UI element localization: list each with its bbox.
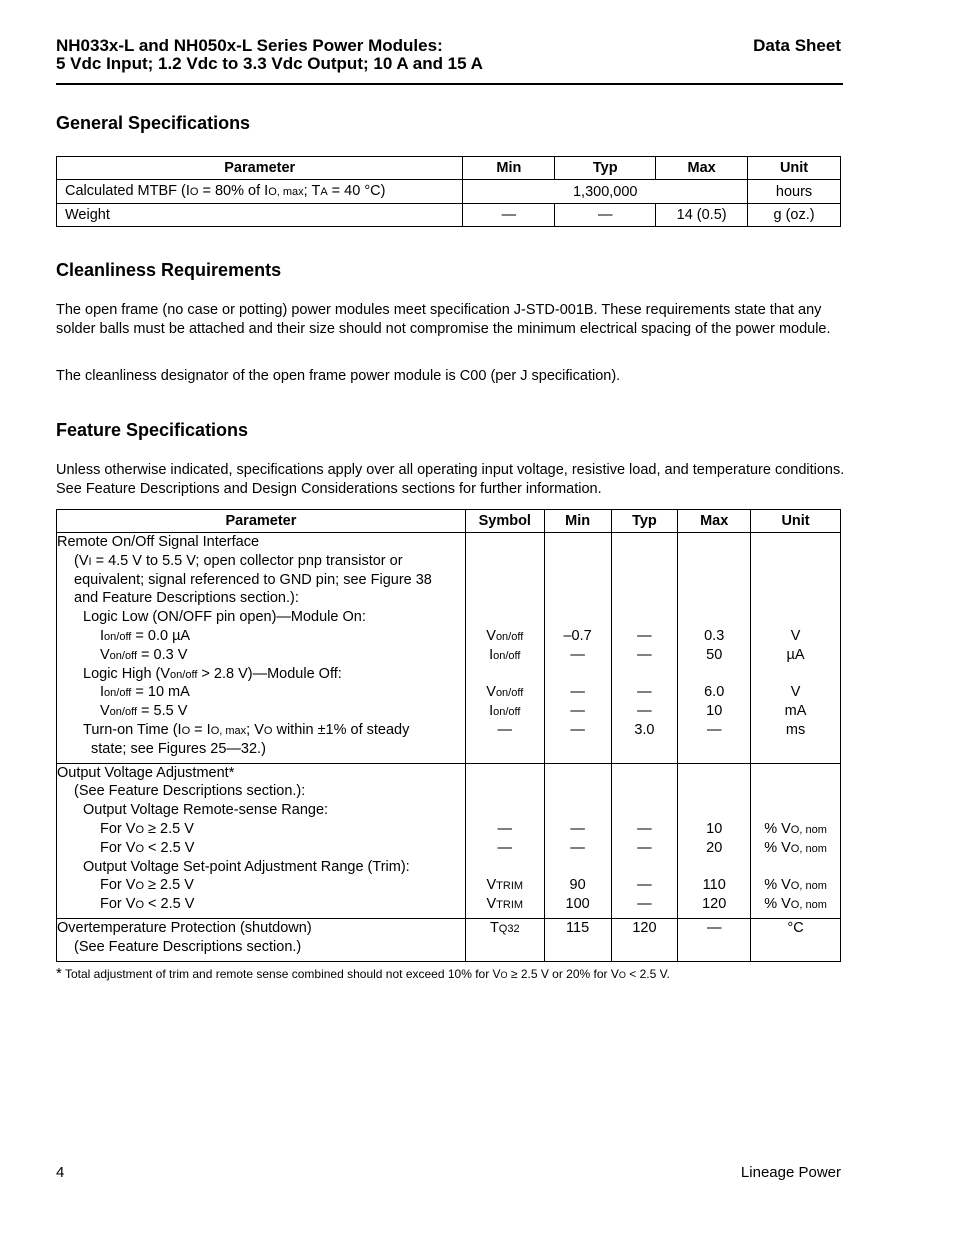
mtbf-unit: hours [748, 180, 841, 204]
table-footnote: * Total adjustment of trim and remote sense combined should not exceed 10% for VO ≥ 2.5 V or 20% for VO < 2.5 V. [56, 965, 670, 982]
otp-typ: 120 [611, 918, 678, 961]
cleanliness-heading: Cleanliness Requirements [56, 260, 282, 280]
ova-typ: — — — — [611, 763, 678, 918]
cleanliness-paragraph-1: The open frame (no case or potting) power modules meet specification J-STD-001B. These requirements state that any solder balls must be attached and their size should not compromise the minimum electrical spacing of the power module. [56, 302, 831, 337]
col-symbol: Symbol [465, 510, 544, 533]
weight-parameter: Weight [57, 204, 463, 227]
general-specs-heading: General Specifications [56, 113, 251, 133]
doc-type-label: Data Sheet [753, 36, 841, 55]
table-row [57, 180, 841, 204]
col-parameter: Parameter [57, 510, 466, 533]
page-number: 4 [56, 1164, 65, 1181]
table-header-row [57, 157, 841, 180]
col-parameter: Parameter [57, 157, 463, 180]
col-max: Max [678, 510, 751, 533]
ova-unit: % VO, nom % VO, nom % VO, nom % VO, nom [751, 763, 841, 918]
weight-min: — [463, 204, 555, 227]
document-title [56, 37, 483, 73]
ova-symbol: — — VTRIM VTRIM [465, 763, 544, 918]
ova-min: — — 90 100 [544, 763, 611, 918]
feature-intro: Unless otherwise indicated, specifications apply over all operating input voltage, resistive load, and temperature conditions. See Feature Descriptions and Design Considerations sections for further information. [56, 462, 845, 497]
otp-unit: °C [751, 918, 841, 961]
col-unit: Unit [748, 157, 841, 180]
weight-typ: — [555, 204, 656, 227]
weight-unit: g (oz.) [748, 204, 841, 227]
otp-parameter: Overtemperature Protection (shutdown) (See Feature Descriptions section.) [57, 918, 466, 961]
header-rule [56, 83, 843, 85]
title-line-2: 5 Vdc Input; 1.2 Vdc to 3.3 Vdc Output; 10 A and 15 A [56, 54, 483, 73]
remote-onoff-parameter: Remote On/Off Signal Interface (VI = 4.5 V to 5.5 V; open collector pnp transistor or equivalent; signal referenced to GND pin; see Figure 38 and Feature Descriptions section.): Logic Low (ON/OFF pin open)—Module On: Ion/off = 0.0 µA Von/off = 0.3 V Logic High (Von/off > 2.8 V)—Module Off: Ion/off = 10 mA Von/off = 5.5 V Turn-on Time (IO = IO, max; VO within ±1% of steady state; see Figures 25—32.) [57, 533, 466, 764]
table-row [57, 763, 841, 918]
ova-parameter: Output Voltage Adjustment* (See Feature Descriptions section.): Output Voltage Remote-sense Range: For VO ≥ 2.5 V For VO < 2.5 V Output Voltage Set-point Adjustment Range (Trim): For VO ≥ 2.5 V For VO < 2.5 V [57, 763, 466, 918]
remote-onoff-typ: — — — — 3.0 [611, 533, 678, 764]
table-row [57, 204, 841, 227]
table-row [57, 533, 841, 764]
company-name: Lineage Power [740, 1164, 841, 1181]
col-min: Min [463, 157, 555, 180]
table-row [57, 918, 841, 961]
general-specs-table [56, 156, 841, 227]
col-unit: Unit [751, 510, 841, 533]
mtbf-typ: 1,300,000 [463, 180, 748, 204]
remote-onoff-min: –0.7 — — — — [544, 533, 611, 764]
remote-onoff-symbol: Von/off Ion/off Von/off Ion/off — [465, 533, 544, 764]
otp-max: — [678, 918, 751, 961]
cleanliness-paragraph-2: The cleanliness designator of the open frame power module is C00 (per J specification). [56, 368, 621, 384]
ova-max: 10 20 110 120 [678, 763, 751, 918]
mtbf-parameter: Calculated MTBF (IO = 80% of IO, max; TA = 40 °C) [57, 180, 463, 204]
col-typ: Typ [611, 510, 678, 533]
weight-max: 14 (0.5) [656, 204, 748, 227]
feature-specs-heading: Feature Specifications [56, 420, 249, 440]
otp-min: 115 [544, 918, 611, 961]
remote-onoff-unit: V µA V mA ms [751, 533, 841, 764]
col-max: Max [656, 157, 748, 180]
col-min: Min [544, 510, 611, 533]
col-typ: Typ [555, 157, 656, 180]
table-header-row [57, 510, 841, 533]
feature-specs-table [56, 509, 841, 962]
otp-symbol: TQ32 [465, 918, 544, 961]
title-line-1: NH033x-L and NH050x-L Series Power Modules: [56, 36, 443, 55]
remote-onoff-max: 0.3 50 6.0 10 — [678, 533, 751, 764]
